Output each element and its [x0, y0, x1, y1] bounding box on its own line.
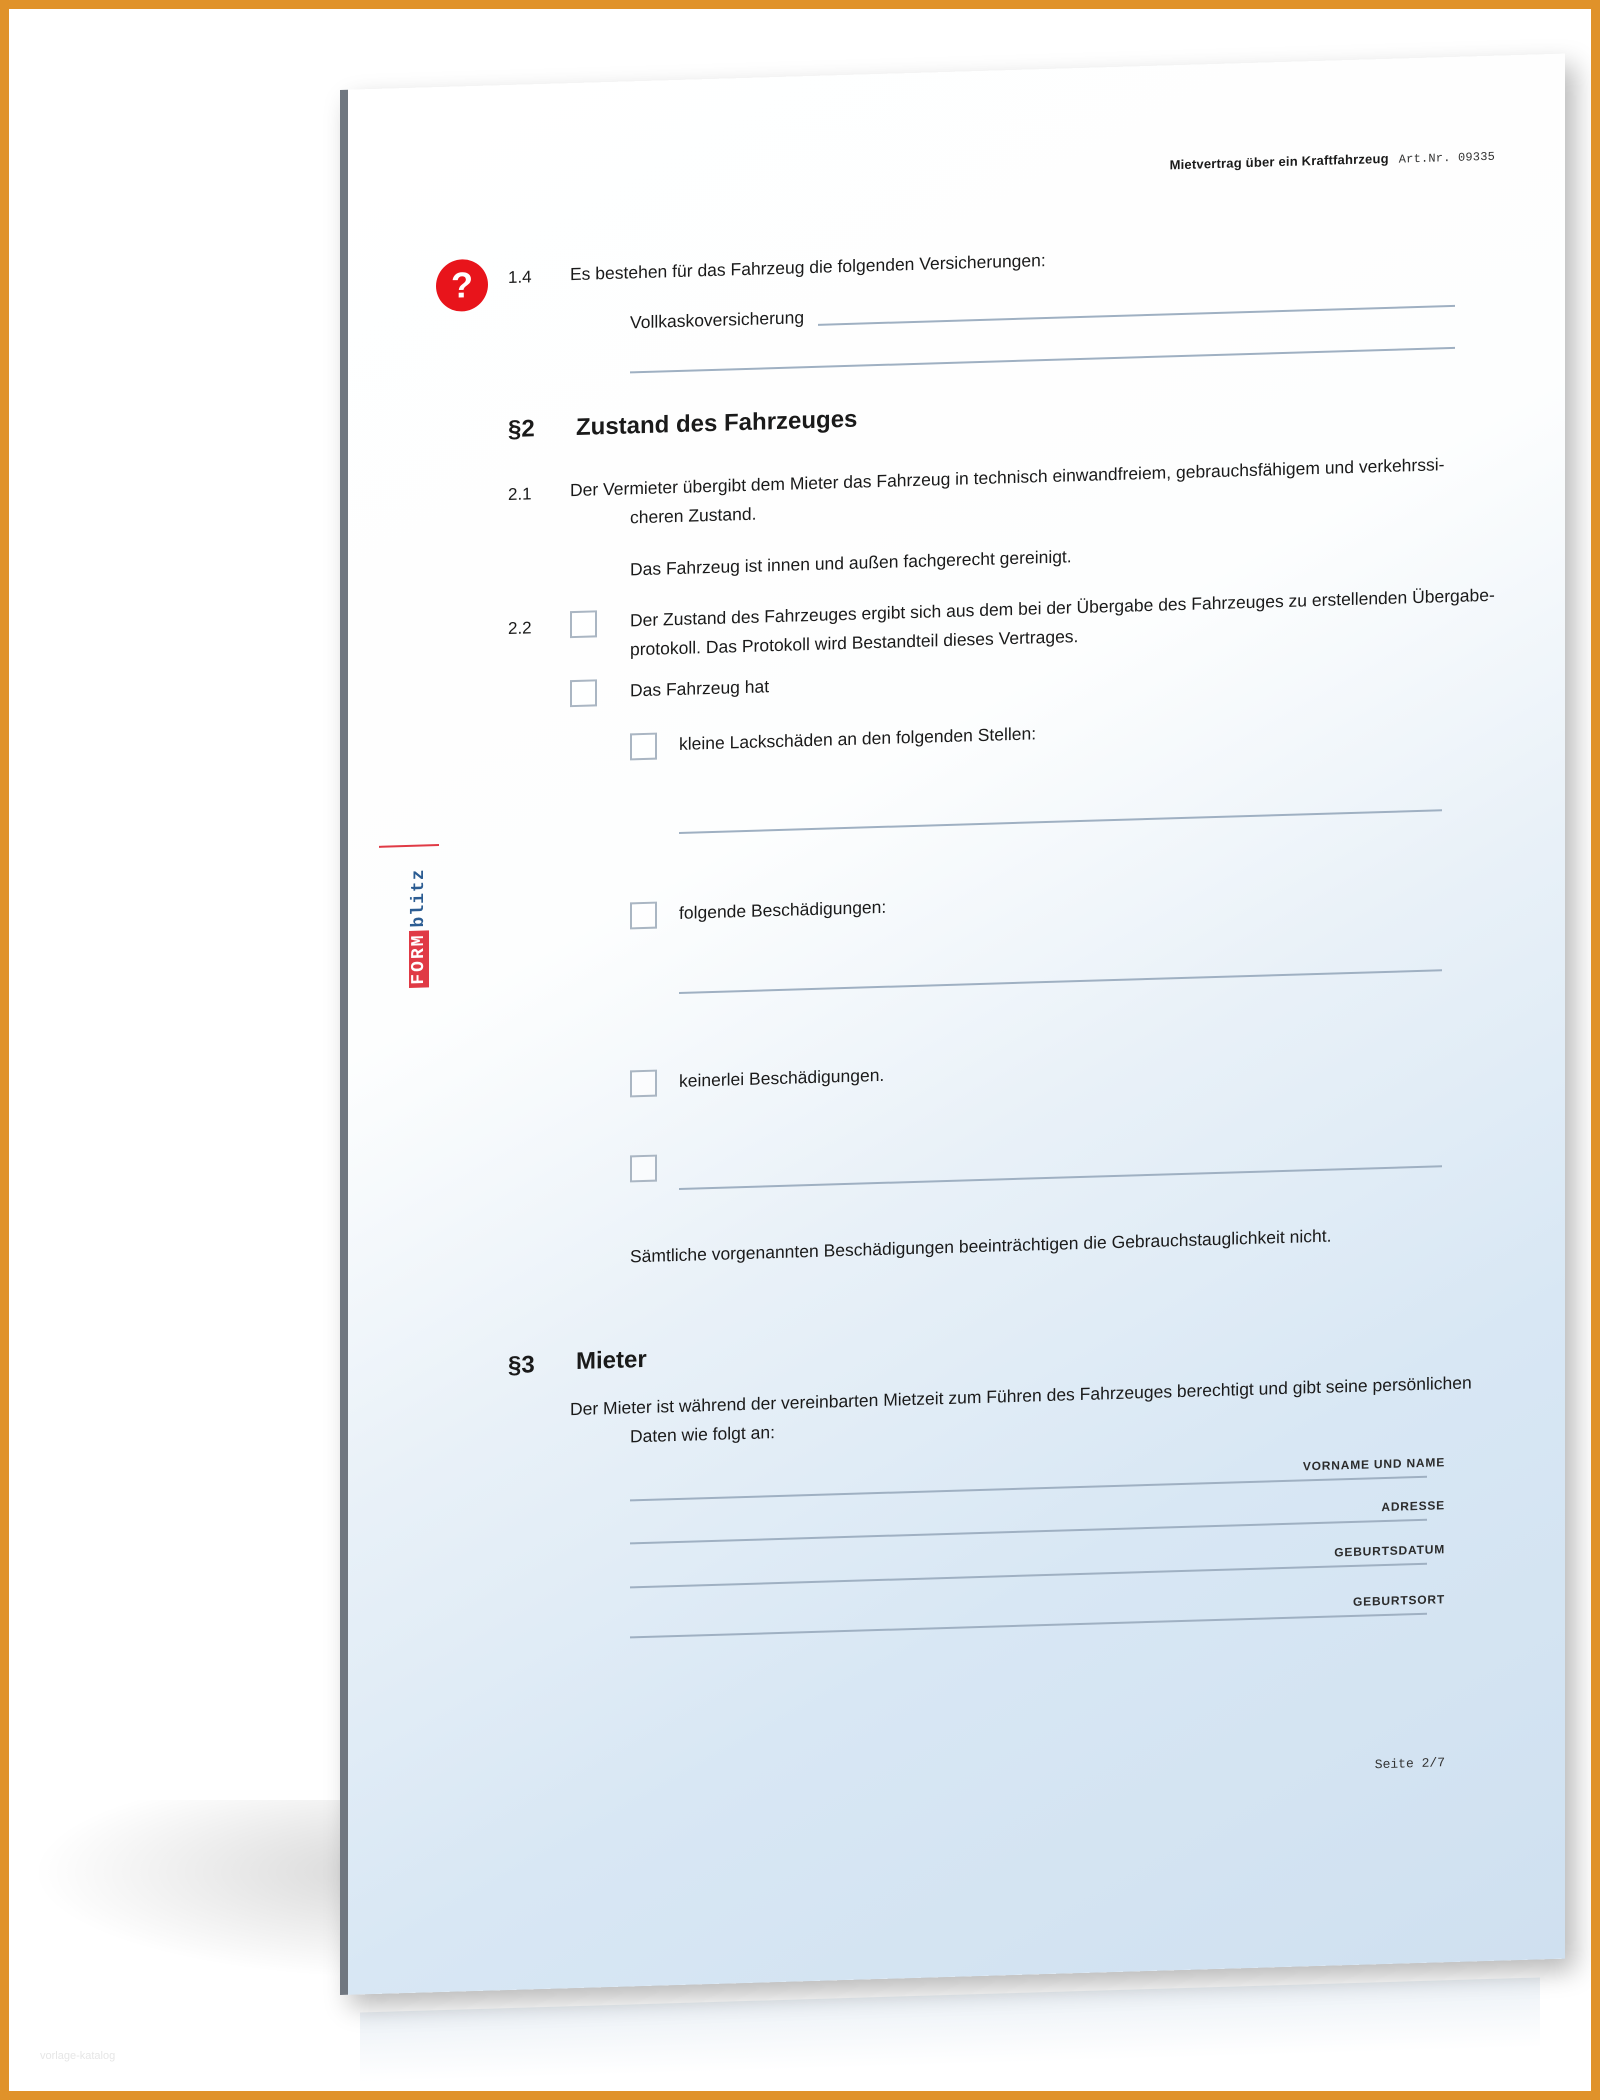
- insurance-input-line[interactable]: [818, 305, 1455, 326]
- checkbox-vehicle-has[interactable]: [570, 679, 597, 707]
- birthplace-input-line[interactable]: [630, 1613, 1427, 1639]
- question-circle-icon[interactable]: ?: [436, 259, 488, 313]
- insurance-extra-line[interactable]: [630, 347, 1455, 373]
- checkbox-other[interactable]: [630, 1155, 657, 1183]
- paragraph-number-2: §2: [508, 415, 535, 444]
- clause-2-1-line2: cheren Zustand.: [630, 503, 757, 528]
- section-3-title: Mieter: [576, 1345, 647, 1375]
- checkbox-damages[interactable]: [630, 902, 657, 930]
- option-no-damages: keinerlei Beschädigungen.: [679, 1064, 885, 1091]
- field-label-birthdate: GEBURTSDATUM: [1334, 1542, 1445, 1560]
- other-input-line[interactable]: [679, 1165, 1442, 1190]
- paint-damage-input-line[interactable]: [679, 809, 1442, 834]
- address-input-line[interactable]: [630, 1519, 1427, 1545]
- field-label-birthplace: GEBURTSORT: [1353, 1592, 1445, 1609]
- logo-blitz-part: blitz: [409, 868, 429, 928]
- clause-2-1-line3: Das Fahrzeug ist innen und außen fachgerecht gereinigt.: [630, 546, 1072, 580]
- option-paint-damage: kleine Lackschäden an den folgenden Stellen:: [679, 723, 1037, 754]
- option-vehicle-has: Das Fahrzeug hat: [630, 676, 770, 701]
- formblitz-logo: [408, 837, 430, 988]
- insurance-field-label: Vollkaskoversicherung: [630, 307, 805, 333]
- logo-form-part: FORM: [409, 930, 429, 988]
- document-header: [1170, 148, 1495, 174]
- option-protocol-line2: protokoll. Das Protokoll wird Bestandteil dieses Vertrages.: [630, 626, 1079, 660]
- article-number: Art.Nr. 09335: [1398, 149, 1495, 167]
- checkbox-handover-protocol[interactable]: [570, 610, 597, 638]
- page-number: Seite 2/7: [1374, 1755, 1445, 1773]
- checkbox-no-damages[interactable]: [630, 1070, 657, 1098]
- field-label-name: VORNAME UND NAME: [1302, 1455, 1445, 1474]
- option-damages: folgende Beschädigungen:: [679, 896, 887, 923]
- page-reflection: [360, 1977, 1540, 2082]
- checkbox-paint-damage[interactable]: [630, 733, 657, 761]
- name-input-line[interactable]: [630, 1476, 1427, 1502]
- section-3-line2: Daten wie folgt an:: [630, 1422, 775, 1447]
- clause-1-4-text: Es bestehen für das Fahrzeug die folgenden Versicherungen:: [570, 250, 1046, 285]
- document-title: Mietvertrag über ein Kraftfahrzeug: [1169, 150, 1389, 173]
- clause-number-2-1: 2.1: [508, 484, 532, 505]
- clause-number-1-4: 1.4: [508, 267, 532, 288]
- paragraph-number-3: §3: [508, 1351, 535, 1380]
- clause-number-2-2: 2.2: [508, 618, 532, 639]
- watermark-text: vorlage-katalog: [40, 2050, 116, 2062]
- section-2-title: Zustand des Fahrzeuges: [576, 405, 858, 441]
- damages-closing-text: Sämtliche vorgenannten Beschädigungen beeinträchtigen die Gebrauchstauglichkeit nicht.: [630, 1225, 1332, 1267]
- option-protocol-line1: Der Zustand des Fahrzeuges ergibt sich aus dem bei der Übergabe des Fahrzeuges zu erstellenden Übergabe-: [630, 584, 1495, 631]
- field-label-address: ADRESSE: [1381, 1498, 1445, 1515]
- damages-input-line[interactable]: [679, 969, 1442, 994]
- section-3-line1: Der Mieter ist während der vereinbarten Mietzeit zum Führen des Fahrzeuges berechtigt und gibt seine persönlichen: [570, 1372, 1472, 1420]
- document-page: [340, 54, 1565, 1995]
- clause-2-1-line1: Der Vermieter übergibt dem Mieter das Fahrzeug in technisch einwandfreiem, gebrauchsfähigem und verkehrssi-: [570, 454, 1445, 501]
- birthdate-input-line[interactable]: [630, 1563, 1427, 1589]
